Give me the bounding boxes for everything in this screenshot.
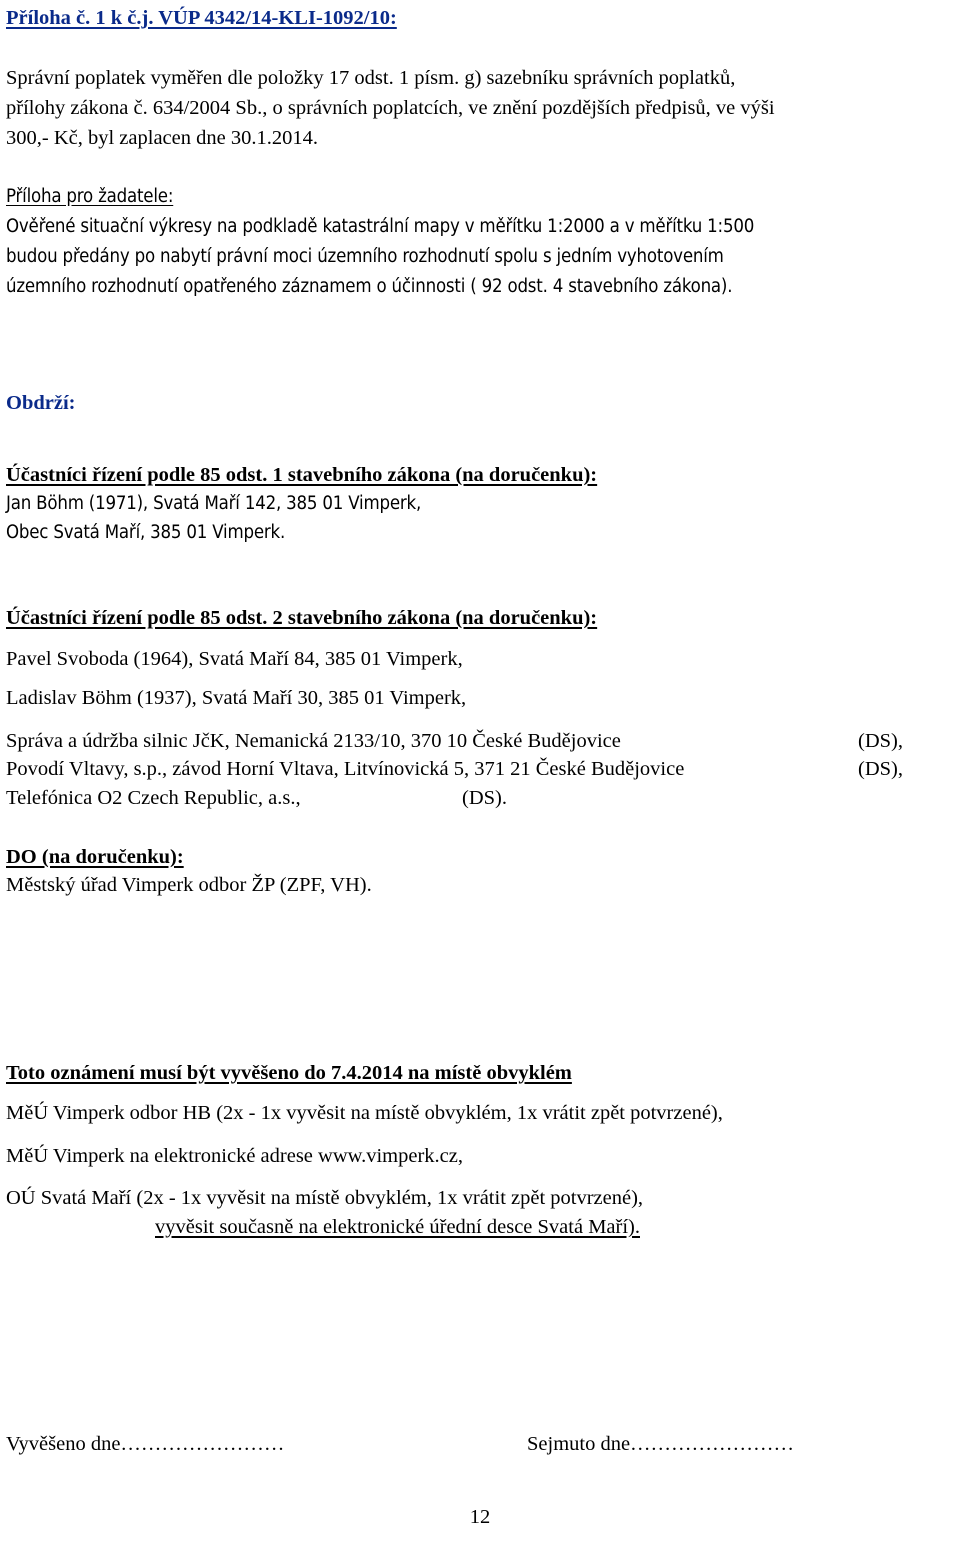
ds-item-2-name: Povodí Vltavy, s.p., závod Horní Vltava, Litvínovická 5, 371 21 České Budějovice xyxy=(6,758,685,780)
posted-date-field: Vyvěšeno dne…………………… xyxy=(6,1433,285,1455)
group2-item-2: Ladislav Böhm (1937), Svatá Maří 30, 385 01 Vimperk, xyxy=(6,687,467,709)
ds-item-1-name: Správa a údržba silnic JčK, Nemanická 2133/10, 370 10 České Budějovice xyxy=(6,730,621,752)
group1-item-2: Obec Svatá Maří, 385 01 Vimperk. xyxy=(6,522,286,543)
group1-heading: Účastníci řízení podle 85 odst. 1 stavebního zákona (na doručenku): xyxy=(6,464,598,486)
posting-line-4: vyvěsit současně na elektronické úřední desce Svatá Maří). xyxy=(155,1216,640,1238)
ds-item-2-tag: (DS), xyxy=(858,758,903,780)
ds-item-3-tag: (DS). xyxy=(462,787,507,809)
attachment-line-2: budou předány po nabytí právní moci územního rozhodnutí spolu s jedním vyhotovením xyxy=(6,246,724,267)
posting-line-3: OÚ Svatá Maří (2x - 1x vyvěsit na místě obvyklém, 1x vrátit zpět potvrzené), xyxy=(6,1187,644,1209)
group1-item-1: Jan Böhm (1971), Svatá Maří 142, 385 01 Vimperk, xyxy=(6,493,422,514)
do-heading: DO (na doručenku): xyxy=(6,846,184,868)
posting-heading: Toto oznámení musí být vyvěšeno do 7.4.2014 na místě obvyklém xyxy=(6,1062,572,1084)
do-item: Městský úřad Vimperk odbor ŽP (ZPF, VH). xyxy=(6,874,372,896)
group2-item-1: Pavel Svoboda (1964), Svatá Maří 84, 385 01 Vimperk, xyxy=(6,648,463,670)
fee-line-3: 300,- Kč, byl zaplacen dne 30.1.2014. xyxy=(6,127,318,149)
ds-item-3-name: Telefónica O2 Czech Republic, a.s., xyxy=(6,787,301,809)
page-number: 12 xyxy=(469,1506,491,1528)
group2-heading: Účastníci řízení podle 85 odst. 2 stavebního zákona (na doručenku): xyxy=(6,607,598,629)
attachment-line-1: Ověřené situační výkresy na podkladě katastrální mapy v měřítku 1:2000 a v měřítku 1:500 xyxy=(6,216,755,237)
attachment-heading: Příloha pro žadatele: xyxy=(6,186,174,207)
posting-line-2: MěÚ Vimperk na elektronické adrese www.vimperk.cz, xyxy=(6,1145,464,1167)
fee-line-1-text: Správní poplatek vyměřen dle položky 17 odst. 1 písm. g) sazebníku správních poplatků, xyxy=(6,67,736,89)
removed-date-field: Sejmuto dne…………………… xyxy=(527,1433,795,1455)
ds-item-1-tag: (DS), xyxy=(858,730,903,752)
fee-line-2: přílohy zákona č. 634/2004 Sb., o správních poplatcích, ve znění pozdějších předpisů, ve výši xyxy=(6,97,775,119)
fee-line-1 xyxy=(6,64,956,93)
recipients-heading: Obdrží: xyxy=(6,392,76,414)
posting-line-1: MěÚ Vimperk odbor HB (2x - 1x vyvěsit na místě obvyklém, 1x vrátit zpět potvrzené), xyxy=(6,1102,723,1124)
document-title: Příloha č. 1 k č.j. VÚP 4342/14-KLI-1092/10: xyxy=(6,7,397,29)
attachment-line-3: územního rozhodnutí opatřeného záznamem o účinnosti ( 92 odst. 4 stavebního zákona). xyxy=(6,276,733,297)
